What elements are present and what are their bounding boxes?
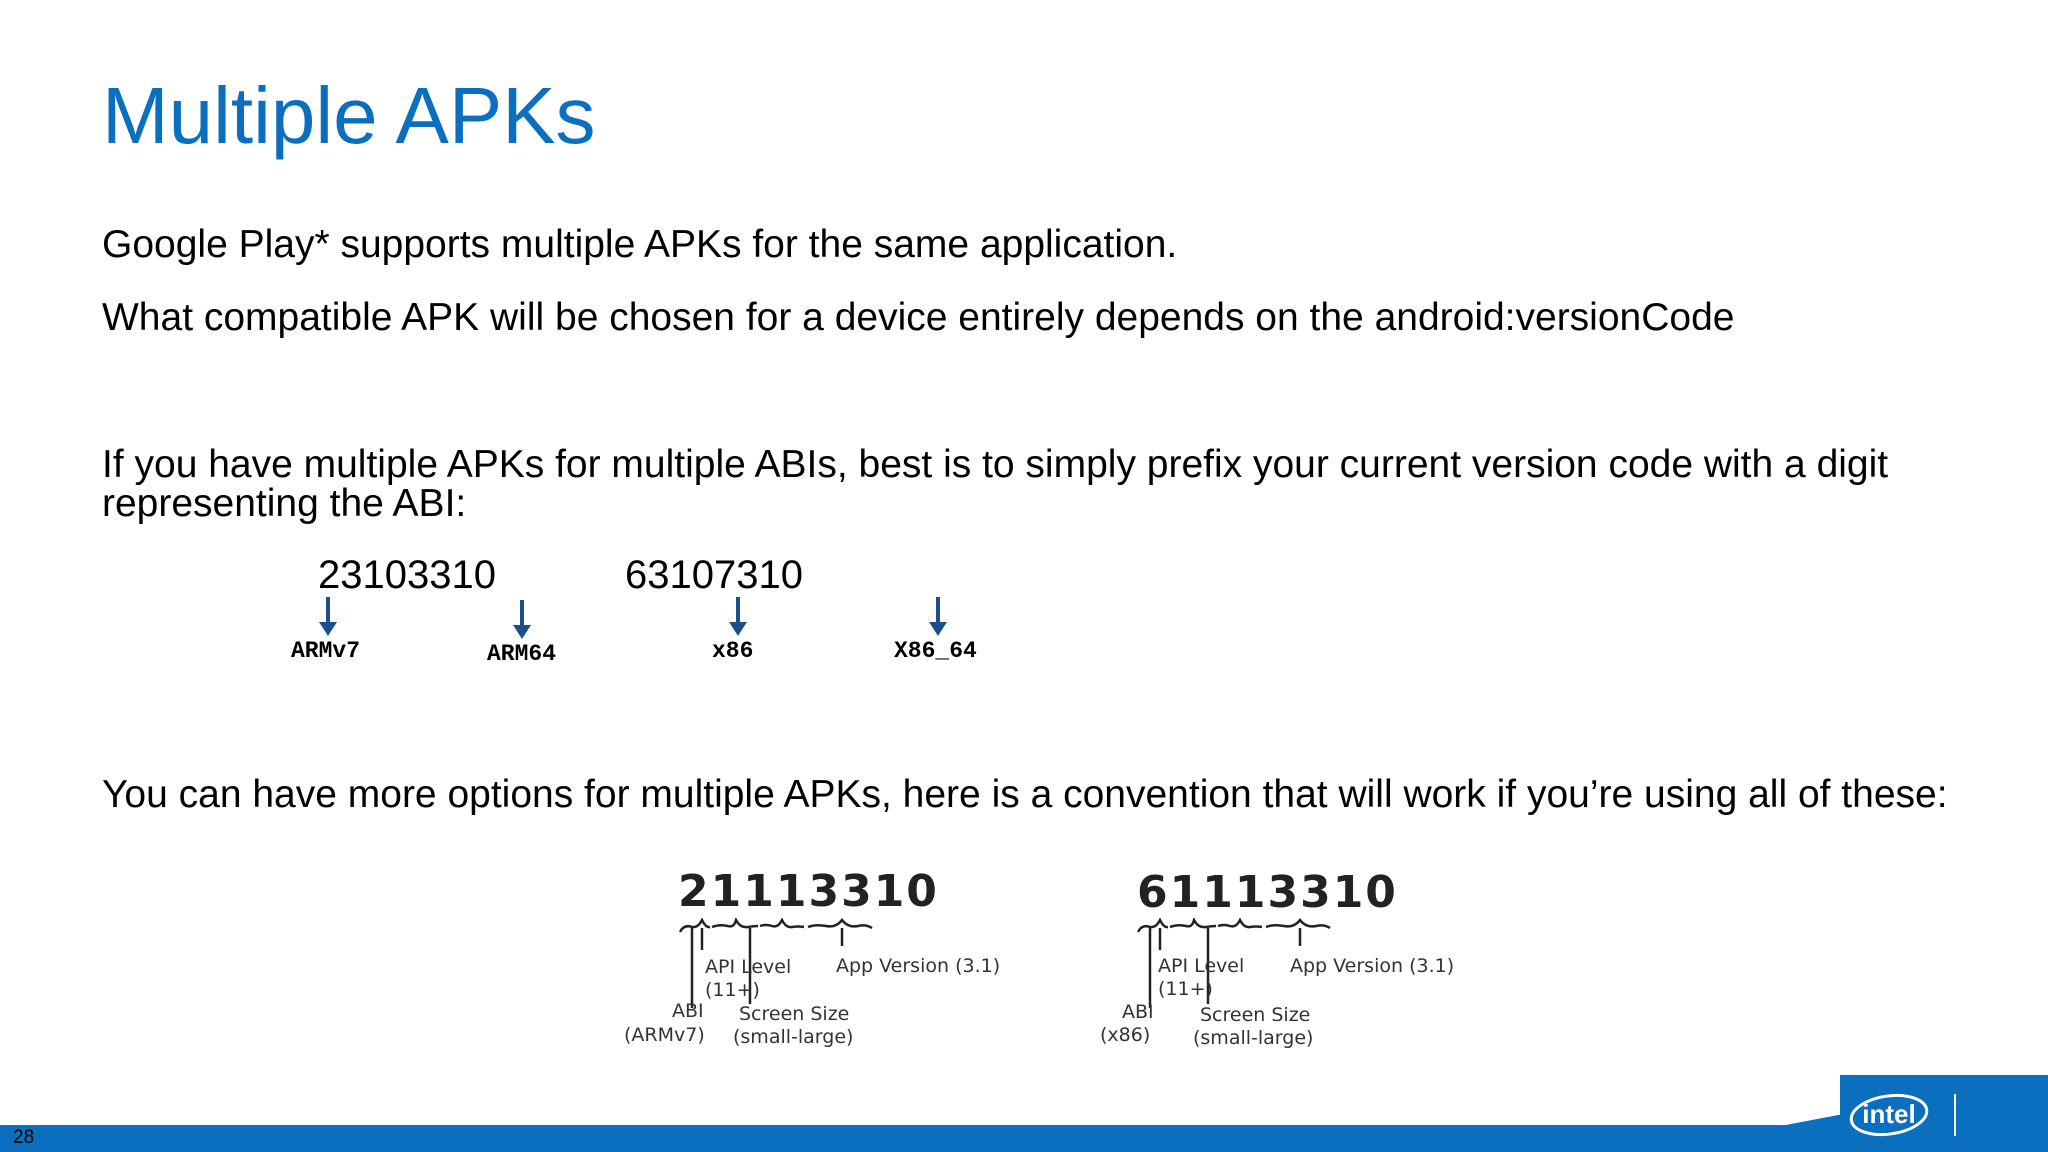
diagram-api-level-right: API Level <box>1158 955 1245 977</box>
diagram-api-level-left: API Level <box>705 956 792 978</box>
page-number: 28 <box>13 1127 35 1148</box>
logo-divider <box>1954 1094 1956 1136</box>
paragraph-convention: You can have more options for multiple APKs, here is a convention that will work if you’re using all of these: <box>102 773 1948 816</box>
diagram-abi-value-right: (x86) <box>1100 1024 1151 1046</box>
slide-title: Multiple APKs <box>102 71 596 160</box>
diagram-abi-left: ABI <box>672 1000 704 1022</box>
abi-label-x86: x86 <box>712 638 754 664</box>
diagram-api-level-range-right: (11+) <box>1158 978 1213 1000</box>
footer-bar <box>0 1125 2048 1152</box>
diagram-abi-right: ABI <box>1122 1001 1154 1023</box>
version-code-example-2: 63107310 <box>625 553 803 597</box>
diagram-screen-size-right: Screen Size <box>1200 1004 1311 1026</box>
arrow-down-icon <box>520 600 524 627</box>
paragraph-version-code: What compatible APK will be chosen for a device entirely depends on the android:versionCode <box>102 296 1735 339</box>
intel-logo-icon <box>1845 1085 1955 1140</box>
arrow-down-icon <box>936 597 940 624</box>
diagram-app-version-left: App Version (3.1) <box>836 955 1001 977</box>
arrow-down-icon <box>326 597 330 624</box>
logo-text: intel <box>1862 1099 1916 1129</box>
abi-label-armv7: ARMv7 <box>291 638 361 664</box>
diagram-app-version-right: App Version (3.1) <box>1290 955 1455 977</box>
paragraph-abi-prefix: If you have multiple APKs for multiple ABIs, best is to simply prefix your current version code with a digit representing the ABI: <box>102 443 1889 525</box>
diagram-screen-size-range-left: (small-large) <box>733 1026 854 1048</box>
abi-label-x86-64: X86_64 <box>894 638 977 664</box>
version-code-example-1: 23103310 <box>318 553 496 597</box>
arrow-down-icon <box>736 597 740 624</box>
diagram-abi-value-left: (ARMv7) <box>624 1024 705 1046</box>
diagram-code-right: 61113310 <box>1137 867 1398 918</box>
abi-label-arm64: ARM64 <box>487 641 557 667</box>
paragraph-google-play: Google Play* supports multiple APKs for the same application. <box>102 223 1178 266</box>
diagram-api-level-range-left: (11+) <box>705 979 760 1001</box>
diagram-screen-size-range-right: (small-large) <box>1193 1027 1314 1049</box>
diagram-code-left: 21113310 <box>678 866 939 917</box>
diagram-screen-size-left: Screen Size <box>739 1003 850 1025</box>
